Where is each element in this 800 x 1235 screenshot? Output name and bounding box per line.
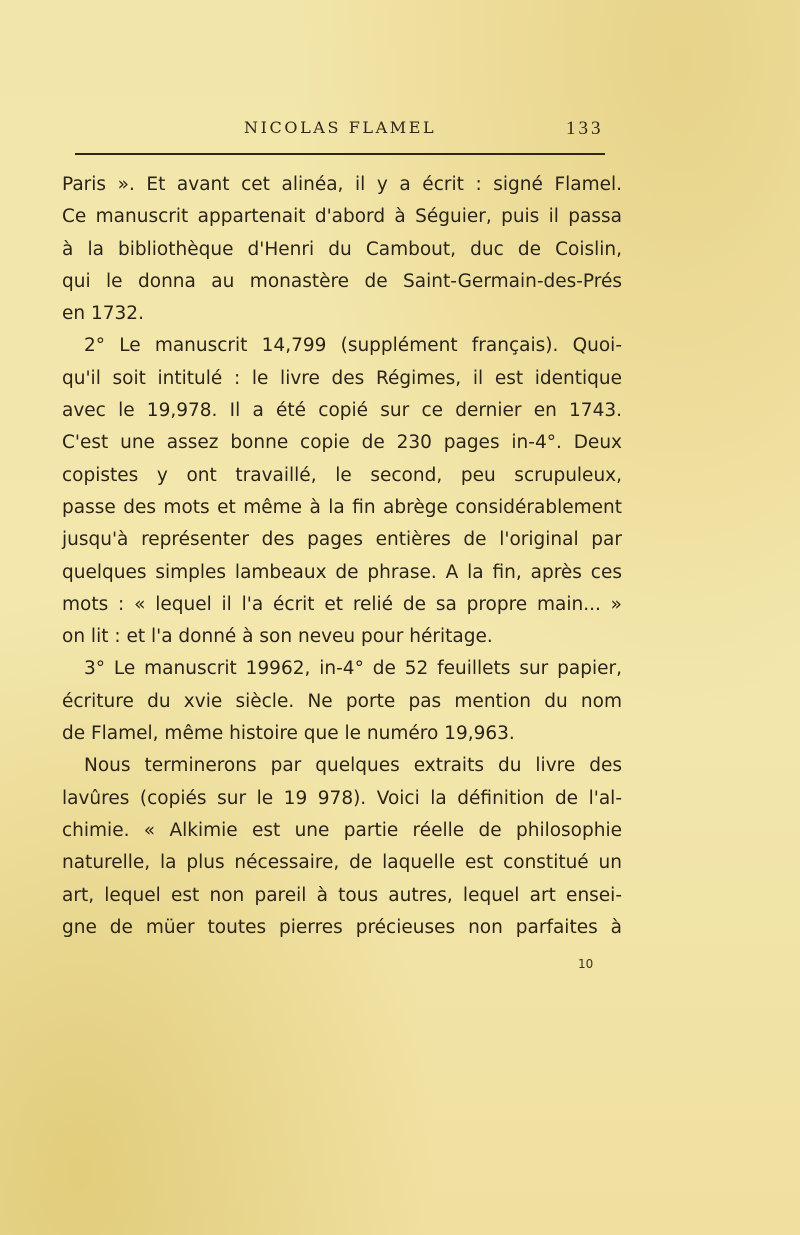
text-line: naturelle, la plus nécessaire, de laquelle est constitué un [62, 852, 622, 874]
text-line: mots : « lequel il l'a écrit et relié de sa propre main... » [62, 593, 622, 615]
text-line: de Flamel, même histoire que le numéro 19,963. [62, 723, 515, 745]
text-line: quelques simples lambeaux de phrase. A la fin, après ces [62, 561, 622, 583]
running-title: NICOLAS FLAMEL [244, 118, 437, 137]
text-line: jusqu'à représenter des pages entières de l'original par [62, 529, 622, 551]
text-line: art, lequel est non pareil à tous autres, lequel art ensei- [62, 884, 622, 906]
header-rule [75, 153, 605, 155]
text-line: qu'il soit intitulé : le livre des Régimes, il est identique [62, 367, 622, 389]
text-line: on lit : et l'a donné à son neveu pour héritage. [62, 626, 493, 648]
text-line: 2° Le manuscrit 14,799 (supplément français). Quoi- [84, 335, 622, 357]
text-line: avec le 19,978. Il a été copié sur ce dernier en 1743. [62, 400, 622, 422]
text-line: Nous terminerons par quelques extraits du livre des [84, 755, 622, 777]
text-line: qui le donna au monastère de Saint-Germain-des-Prés [62, 270, 622, 292]
text-line: Paris ». Et avant cet alinéa, il y a écrit : signé Flamel. [62, 174, 622, 195]
text-line: C'est une assez bonne copie de 230 pages in-4°. Deux [62, 432, 622, 454]
text-line: écriture du xvie siècle. Ne porte pas mention du nom [62, 690, 622, 712]
text-line: copistes y ont travaillé, le second, peu scrupuleux, [62, 464, 622, 486]
text-line: passe des mots et même à la fin abrège considérablement [62, 496, 622, 518]
text-line: Ce manuscrit appartenait d'abord à Séguier, puis il passa [62, 206, 622, 228]
page-number: 133 [566, 118, 604, 139]
text-line: à la bibliothèque d'Henri du Cambout, duc de Coislin, [62, 238, 622, 260]
body-text [62, 169, 622, 944]
text-line: 3° Le manuscrit 19962, in-4° de 52 feuillets sur papier, [84, 658, 622, 680]
text-line: en 1732. [62, 303, 144, 325]
page-header [0, 118, 800, 158]
text-line: lavûres (copiés sur le 19 978). Voici la définition de l'al- [62, 787, 622, 809]
signature-mark: 10 [578, 957, 594, 971]
text-line: chimie. « Alkimie est une partie réelle de philosophie [62, 819, 622, 841]
text-line: gne de müer toutes pierres précieuses non parfaites à [62, 916, 622, 938]
